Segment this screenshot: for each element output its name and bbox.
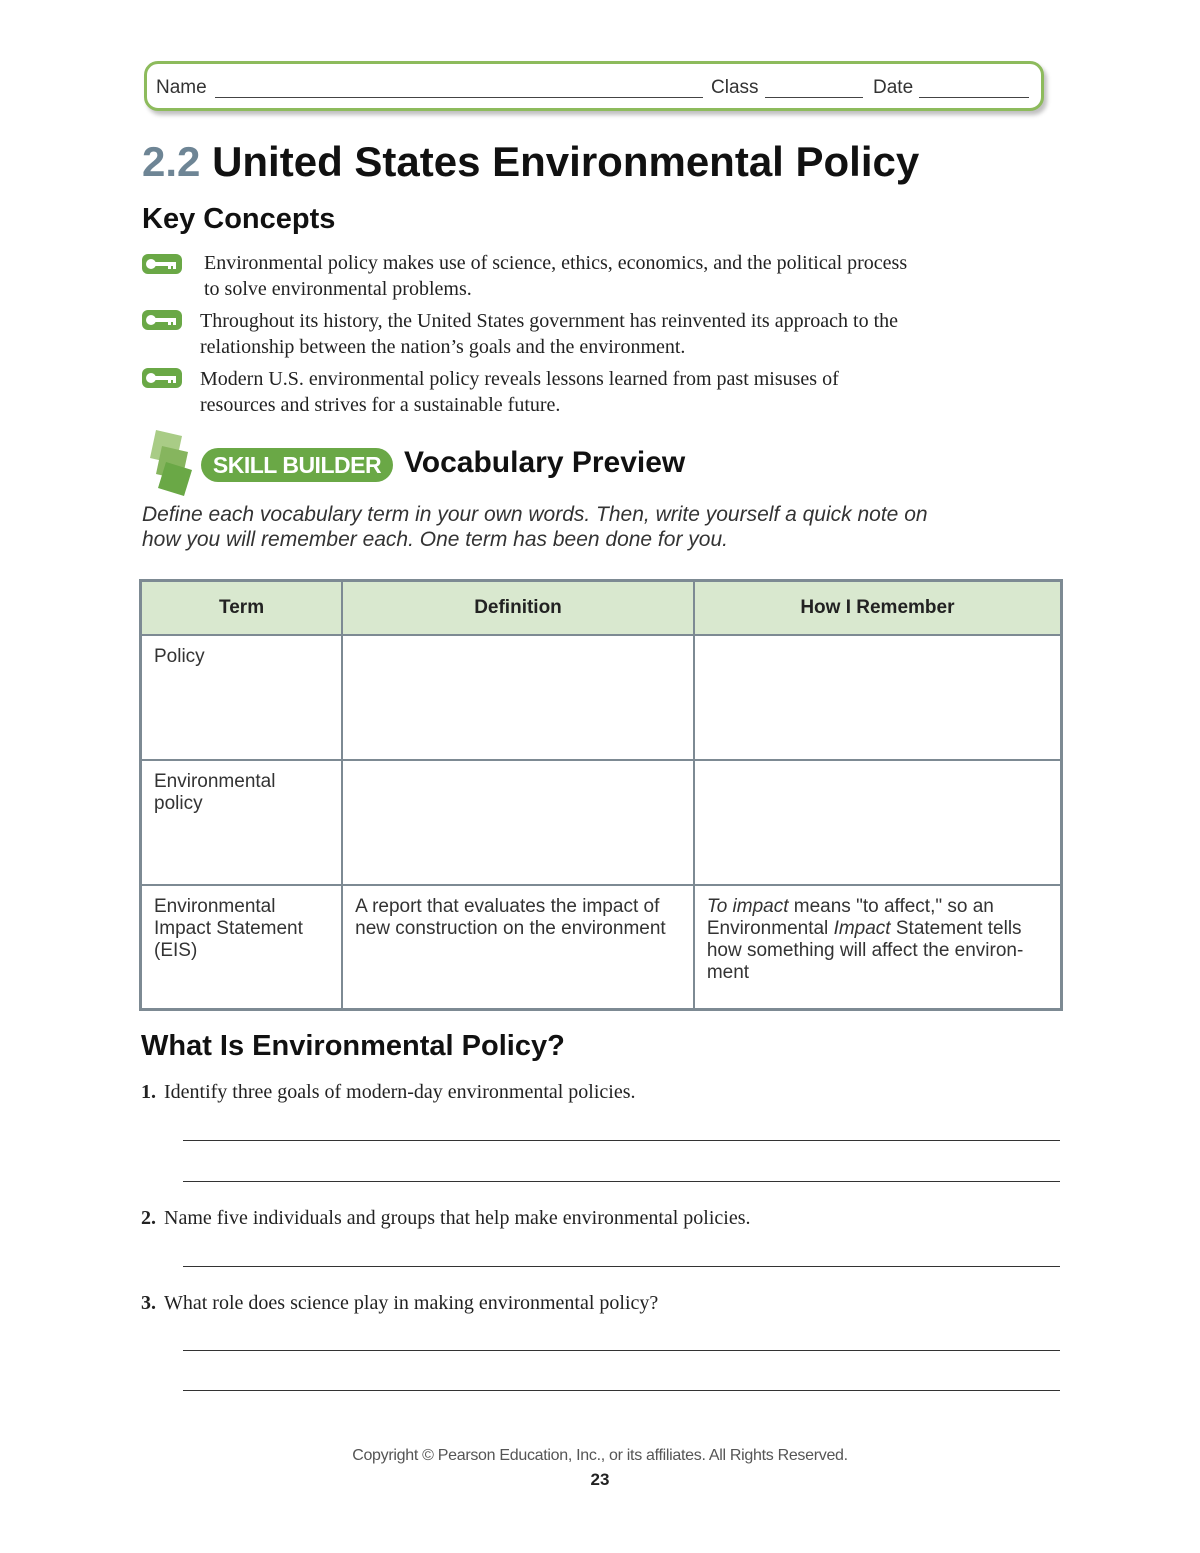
table-row (141, 760, 1062, 885)
key-icon (141, 253, 183, 275)
instructions: Define each vocabulary term in your own words. Then, write yourself a quick note on how you will remember each. One term has been done for you. (142, 503, 928, 551)
column-header-definition: Definition (342, 581, 694, 635)
question-2: 2. Name five individuals and groups that help make environmental policies. (141, 1207, 751, 1229)
table-row (141, 635, 1062, 760)
answer-line[interactable] (183, 1181, 1060, 1182)
title-text: United States Environmental Policy (212, 138, 920, 185)
question-3: 3. What role does science play in making environmental policy? (141, 1292, 659, 1314)
key-concept-3: Modern U.S. environmental policy reveals lessons learned from past misuses of resources and strives for a sustainable future. (200, 368, 839, 416)
key-concept-1: Environmental policy makes use of science, ethics, economics, and the political process to solve environmental problems. (204, 252, 908, 300)
key-concept-2: Throughout its history, the United States government has reinvented its approach to the relationship between the nation’s goals and the environment. (200, 310, 898, 358)
table-header-row (141, 581, 1062, 635)
term-cell: Policy (141, 635, 343, 760)
remember-cell[interactable] (694, 760, 1062, 885)
skill-builder-badge: SKILL BUILDER (201, 448, 393, 482)
answer-line[interactable] (183, 1140, 1060, 1141)
key-icon (141, 367, 183, 389)
definition-cell[interactable] (342, 635, 694, 760)
date-label: Date (873, 77, 914, 98)
column-header-how-i-remember: How I Remember (694, 581, 1062, 635)
key-concepts-heading: Key Concepts (142, 203, 336, 235)
name-field[interactable] (215, 97, 703, 98)
term-cell: Environmental policy (141, 760, 343, 885)
definition-cell[interactable] (342, 760, 694, 885)
remember-cell[interactable] (694, 635, 1062, 760)
page-title (142, 138, 919, 186)
class-label: Class (711, 77, 759, 98)
vocabulary-preview-heading: Vocabulary Preview (404, 446, 686, 479)
question-1: 1. Identify three goals of modern-day environmental policies. (141, 1081, 636, 1103)
page-number: 23 (590, 1470, 610, 1489)
what-is-environmental-policy-heading: What Is Environmental Policy? (141, 1030, 565, 1062)
name-label: Name (156, 77, 207, 98)
answer-line[interactable] (183, 1266, 1060, 1267)
table-row (141, 885, 1062, 1010)
remember-cell: To impact means "to affect," so an Environmental Impact Statement tells how something will affect the environ-ment (694, 885, 1062, 1010)
definition-cell: A report that evaluates the impact of new construction on the environment (342, 885, 694, 1010)
skill-builder-cards-icon (142, 428, 200, 498)
term-cell: Environmental Impact Statement (EIS) (141, 885, 343, 1010)
key-icon (141, 309, 183, 331)
class-field[interactable] (765, 97, 863, 98)
date-field[interactable] (919, 97, 1029, 98)
section-number: 2.2 (142, 138, 201, 185)
answer-line[interactable] (183, 1390, 1060, 1391)
answer-line[interactable] (183, 1350, 1060, 1351)
copyright-notice: Copyright © Pearson Education, Inc., or its affiliates. All Rights Reserved. (352, 1447, 848, 1464)
column-header-term: Term (141, 581, 343, 635)
name-class-date-box (144, 61, 1044, 111)
vocabulary-table (139, 579, 1063, 1011)
